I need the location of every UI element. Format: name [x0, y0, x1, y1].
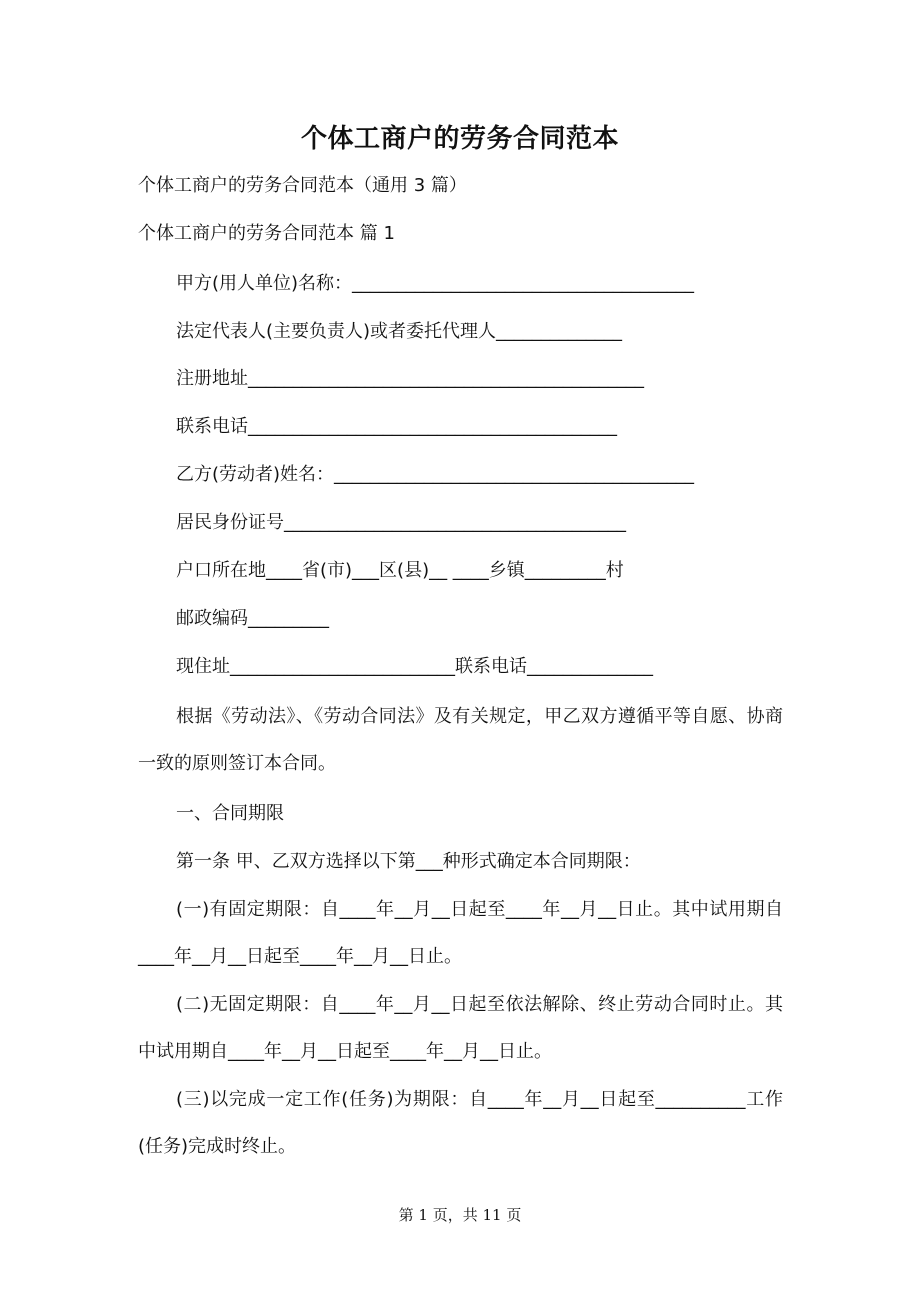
field-party-a-name: 甲方(用人单位)名称：______________________________________ [176, 273, 695, 294]
field-contact-phone: 联系电话_________________________________________ [176, 416, 617, 437]
field-hukou: 户口所在地____省(市)___区(县)__ ____乡镇_________村 [176, 560, 624, 581]
field-legal-rep: 法定代表人(主要负责人)或者委托代理人______________ [176, 321, 623, 342]
article-one: 第一条 甲、乙双方选择以下第___种形式确定本合同期限： [176, 851, 641, 872]
field-id-number: 居民身份证号______________________________________ [176, 512, 626, 533]
intro-paragraph: 根据《劳动法》、《劳动合同法》及有关规定，甲乙双方遵循平等自愿、协商一致的原则签订本合同。 [138, 706, 783, 774]
field-current-address: 现住址_________________________联系电话______________ [176, 656, 653, 677]
page-footer: 第 1 页，共 11 页 [398, 1206, 522, 1224]
field-reg-address: 注册地址____________________________________________ [176, 368, 644, 389]
field-postal-code: 邮政编码_________ [176, 608, 329, 629]
clause-fixed-term: (一)有固定期限：自____年__月__日起至____年__月__日止。其中试用期自____年__月__日起至____年__月__日止。 [138, 899, 783, 967]
document-subtitle: 个体工商户的劳务合同范本（通用 3 篇） [138, 175, 467, 196]
clause-open-term: (二)无固定期限：自____年__月__日起至依法解除、终止劳动合同时止。其中试用期自____年__月__日起至____年__月__日止。 [138, 994, 783, 1062]
document-title: 个体工商户的劳务合同范本 [300, 124, 619, 154]
section-heading: 个体工商户的劳务合同范本 篇 1 [138, 223, 395, 244]
clause-task-term: (三)以完成一定工作(任务)为期限：自____年__月__日起至__________工作(任务)完成时终止。 [138, 1089, 783, 1157]
field-party-b-name: 乙方(劳动者)姓名：________________________________________ [176, 464, 695, 485]
section-one-heading: 一、合同期限 [176, 803, 284, 824]
